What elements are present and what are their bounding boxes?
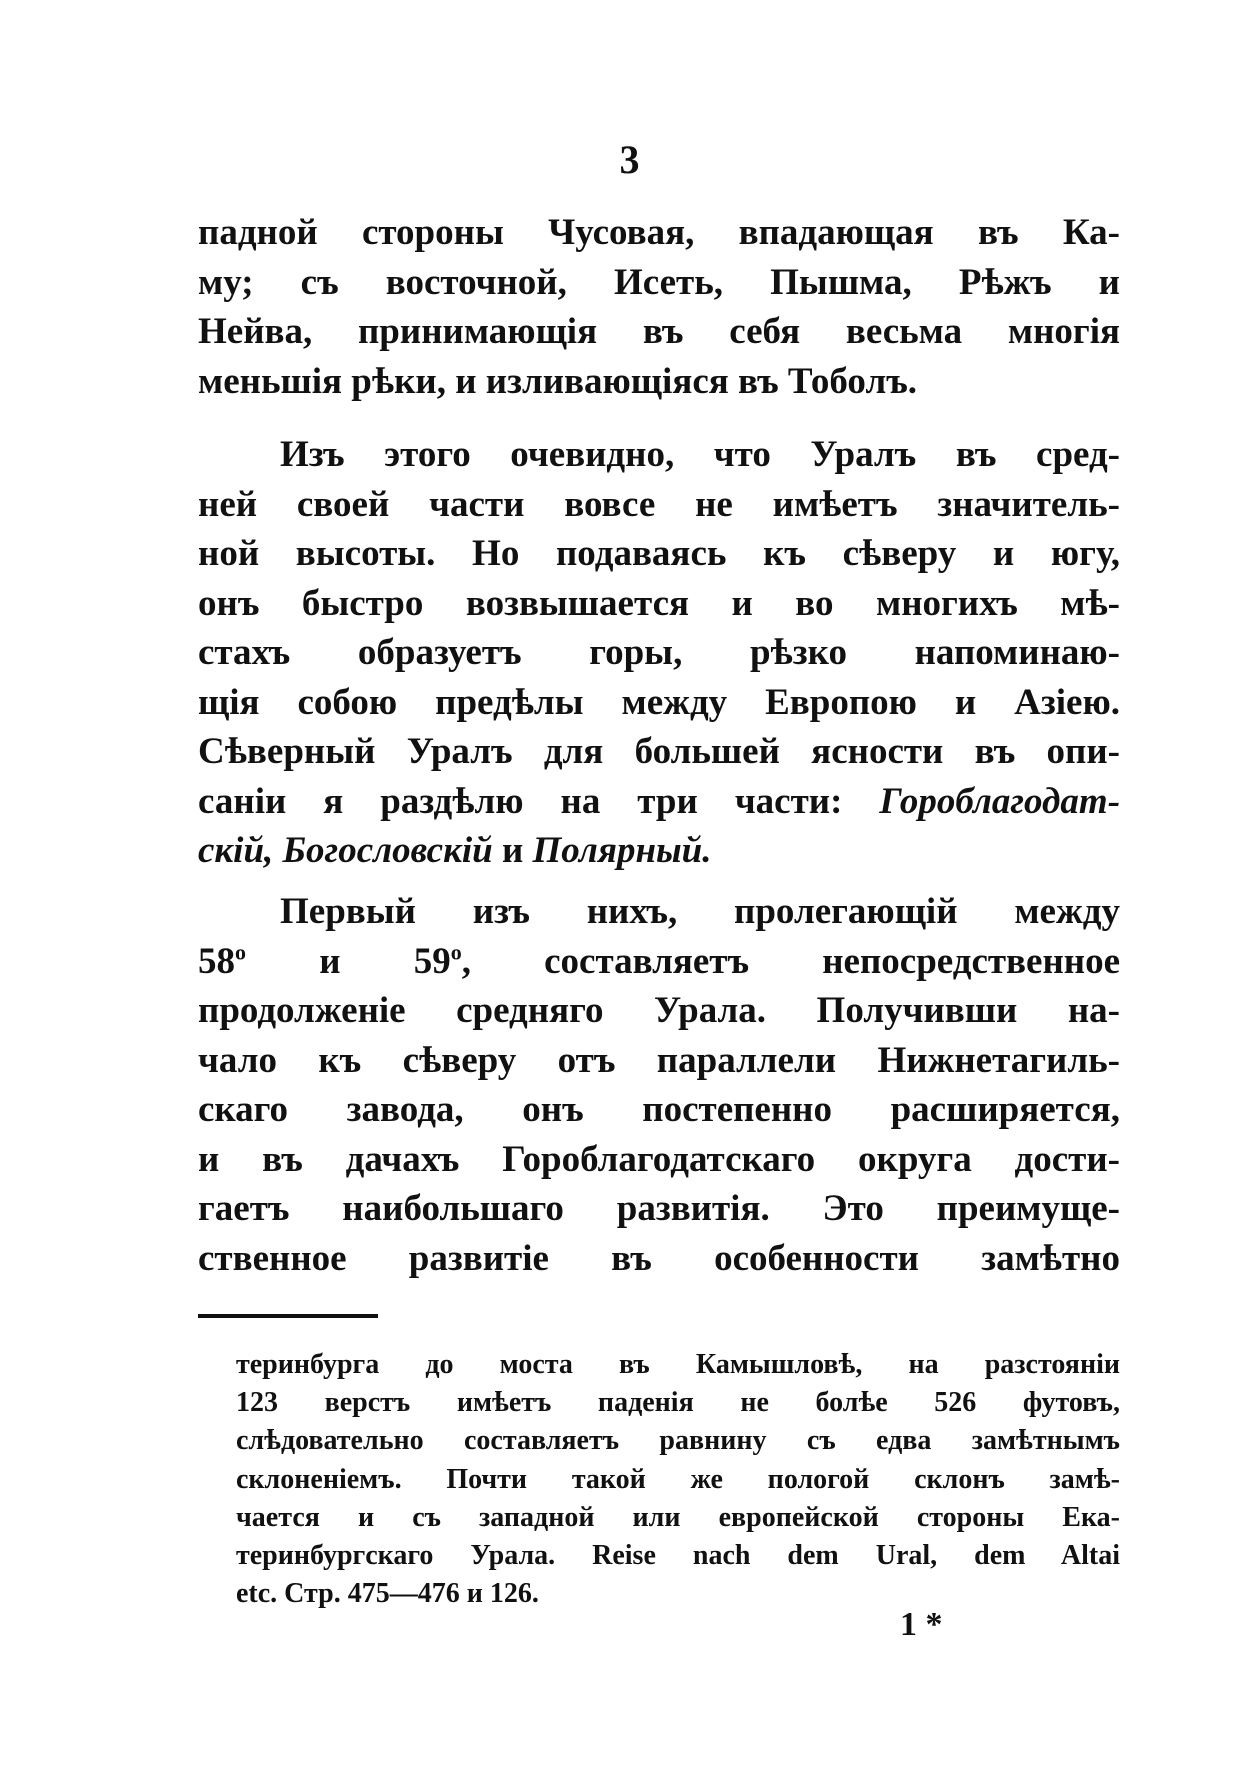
page-number: 3 [619, 137, 640, 182]
text-line: стахъ образуетъ горы, рѣзко напоминаю- [198, 632, 1120, 673]
text-line: Сѣверный Уралъ для большей ясности въ опи- [198, 731, 1120, 772]
text-line-mixed [198, 777, 1120, 827]
italic-term: Богословскій [282, 830, 493, 871]
italic-term: Полярный. [532, 830, 712, 871]
footnote-line: теринбурга до моста въ Камышловѣ, на разстояніи [236, 1349, 1120, 1380]
text-line: онъ быстро возвышается и во многихъ мѣ- [198, 582, 1120, 624]
degree-mark: о [235, 939, 246, 965]
text-line: Изъ этого очевидно, что Уралъ въ сред- [280, 434, 1120, 475]
text-line: и въ дачахъ Гороблагодатскаго округа дости- [198, 1138, 1120, 1180]
footnote-divider [198, 1314, 378, 1318]
text-line: скаго завода, онъ постепенно расширяется, [198, 1089, 1120, 1130]
paragraph-1 [198, 208, 1120, 406]
text-line: щія собою предѣлы между Европою и Азіею. [198, 681, 1120, 723]
text-line: чало къ сѣверу отъ параллели Нижнетагиль- [198, 1039, 1120, 1081]
text-line: продолженіе средняго Урала. Получивши на- [198, 990, 1120, 1031]
text-line: падной стороны Чусовая, впадающая въ Ка- [198, 212, 1120, 253]
text-line: Первый изъ нихъ, пролегающій между [280, 891, 1120, 932]
degree-mark: о [450, 939, 462, 965]
printer-signature-mark: 1 * [900, 1606, 943, 1643]
text-line-mixed [198, 826, 1120, 876]
text-line-mixed [198, 937, 1120, 987]
footnote-line: теринбургскаго Урала. Reise nach dem Ural, dem Altai [236, 1540, 1120, 1572]
text-line: Нейва, принимающія въ себя весьма многія [198, 311, 1120, 352]
paragraph-2 [198, 430, 1120, 876]
text-line: ной высоты. Но подаваясь къ сѣверу и югу, [198, 533, 1120, 574]
italic-term: скій, [198, 830, 274, 871]
latitude-value: 58 [198, 940, 235, 982]
italic-term: Гороблагодат- [879, 780, 1121, 822]
text-segment: саніи я раздѣлю на три части: [198, 780, 843, 822]
text-segment: , составляетъ непосредственное [461, 940, 1120, 982]
text-line: меньшія рѣки, и изливающіяся въ Тоболъ. [198, 360, 918, 402]
footnote-line: слѣдовательно составляетъ равнину съ едва замѣтнымъ [236, 1425, 1120, 1457]
text-line: гаетъ наибольшаго развитія. Это преимуще- [198, 1188, 1120, 1229]
footnote-line: чается и съ западной или европейской стороны Ека- [236, 1501, 1120, 1533]
latitude-value: 59 [413, 940, 451, 982]
footnote-line: склоненіемъ. Почти такой же пологой склонъ замѣ- [236, 1463, 1120, 1495]
paragraph-3 [198, 887, 1120, 1283]
footnote-line: 123 верстъ имѣетъ паденія не болѣе 526 футовъ, [236, 1387, 1120, 1419]
text-line: ственное развитіе въ особенности замѣтно [198, 1237, 1120, 1279]
text-segment: и [319, 940, 341, 982]
text-line: му; съ восточной, Исеть, Пышма, Рѣжъ и [198, 261, 1120, 303]
text-segment: и [501, 830, 524, 871]
footnote-line: etc. Стр. 475—476 и 126. [236, 1578, 539, 1610]
text-line: ней своей части вовсе не имѣетъ значитель- [198, 483, 1120, 525]
footnote [236, 1346, 1120, 1613]
